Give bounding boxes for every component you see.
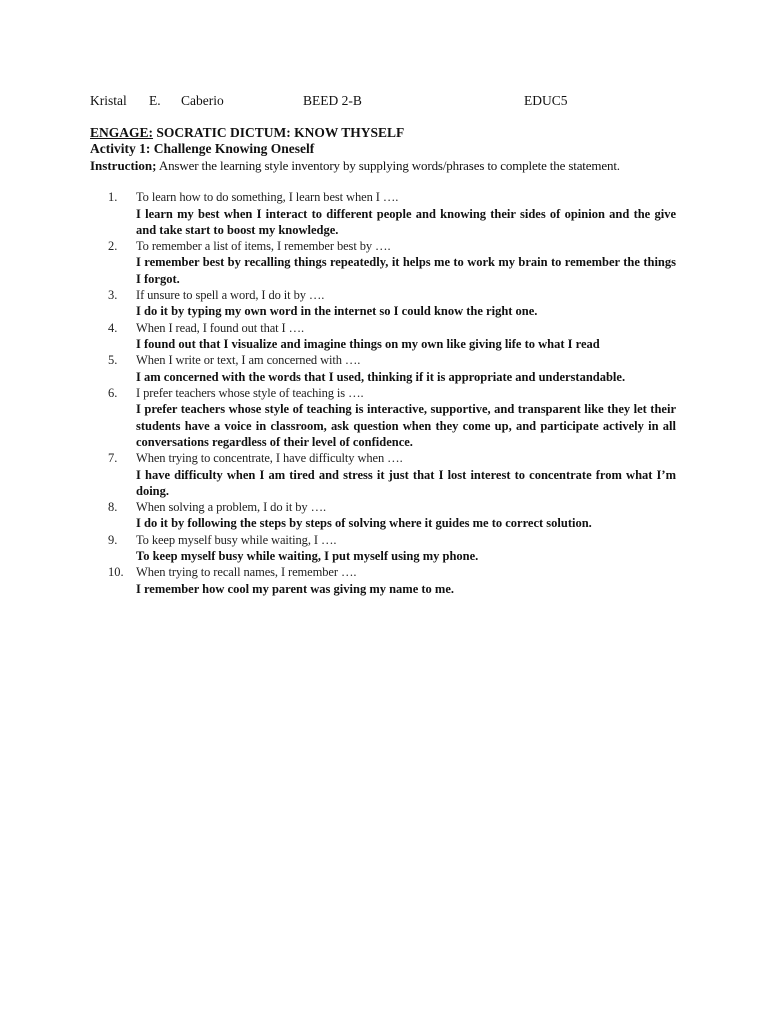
item-number: 8.	[108, 499, 118, 514]
item-answer: I am concerned with the words that I used, thinking if it is appropriate and understandable.	[136, 369, 626, 384]
item-number: 6.	[108, 385, 118, 400]
item-answer: I do it by following the steps by steps of solving where it guides me to correct solution.	[136, 516, 592, 531]
list-item	[0, 238, 676, 287]
list-item	[0, 320, 676, 353]
item-number: 4.	[108, 320, 118, 335]
engage-label: ENGAGE:	[90, 125, 154, 140]
instruction-text: Answer the learning style inventory by supplying words/phrases to complete the statement.	[156, 158, 620, 173]
item-number: 3.	[108, 287, 118, 302]
item-question: When solving a problem, I do it by ….	[136, 499, 327, 514]
list-item	[0, 499, 676, 532]
item-answer: I found out that I visualize and imagine things on my own like giving life to what I read	[136, 337, 600, 352]
list-item	[0, 352, 676, 385]
list-item	[0, 287, 676, 320]
inventory-list	[0, 189, 768, 597]
item-answer: I remember best by recalling things repeatedly, it helps me to work my brain to remember the things I forgot.	[136, 255, 676, 286]
item-question: When trying to concentrate, I have difficulty when ….	[136, 451, 403, 466]
item-number: 5.	[108, 353, 118, 368]
page-title	[90, 124, 404, 141]
list-item	[0, 189, 676, 238]
item-question: To remember a list of items, I remember best by ….	[136, 238, 391, 253]
item-question: To learn how to do something, I learn best when I ….	[136, 190, 399, 204]
item-number: 10.	[108, 565, 124, 580]
item-number: 7.	[108, 451, 118, 466]
item-number: 9.	[108, 532, 118, 547]
item-number: 1.	[108, 190, 118, 204]
item-question: When I write or text, I am concerned with ….	[136, 353, 361, 368]
item-question: When I read, I found out that I ….	[136, 320, 305, 335]
instruction	[90, 157, 690, 174]
item-answer: I do it by typing my own word in the internet so I could know the right one.	[136, 304, 538, 319]
title-text: SOCRATIC DICTUM: KNOW THYSELF	[153, 125, 405, 140]
item-question: If unsure to spell a word, I do it by ….	[136, 287, 325, 302]
item-answer: I learn my best when I interact to different people and knowing their sides of opinion and the give and take start to boost my knowledge.	[136, 206, 676, 237]
item-answer: I remember how cool my parent was giving my name to me.	[136, 581, 455, 596]
list-item	[0, 450, 676, 499]
student-first-name: Kristal	[90, 93, 127, 108]
activity-heading: Activity 1: Challenge Knowing Oneself	[90, 141, 315, 156]
item-answer: To keep myself busy while waiting, I put myself using my phone.	[136, 549, 479, 564]
item-question: When trying to recall names, I remember ….	[136, 565, 357, 580]
instruction-label: Instruction;	[90, 158, 157, 173]
item-answer: I have difficulty when I am tired and stress it just that I lost interest to concentrate from what I’m doing.	[136, 467, 676, 498]
student-middle-initial: E.	[149, 93, 161, 108]
item-number: 2.	[108, 238, 118, 253]
list-item	[0, 564, 676, 597]
student-header	[90, 92, 690, 110]
item-question: To keep myself busy while waiting, I ….	[136, 532, 337, 547]
list-item	[0, 532, 676, 565]
item-question: I prefer teachers whose style of teaching is ….	[136, 385, 364, 400]
item-answer: I prefer teachers whose style of teaching is interactive, supportive, and transparent like they let their students have a voice in classroom, ask question when they come up, and participate actively in all conversations regardless of their level of confidence.	[136, 402, 676, 449]
student-course: BEED 2-B	[303, 93, 362, 108]
list-item	[0, 385, 676, 450]
subject-code: EDUC5	[524, 93, 568, 108]
student-last-name: Caberio	[181, 93, 224, 108]
